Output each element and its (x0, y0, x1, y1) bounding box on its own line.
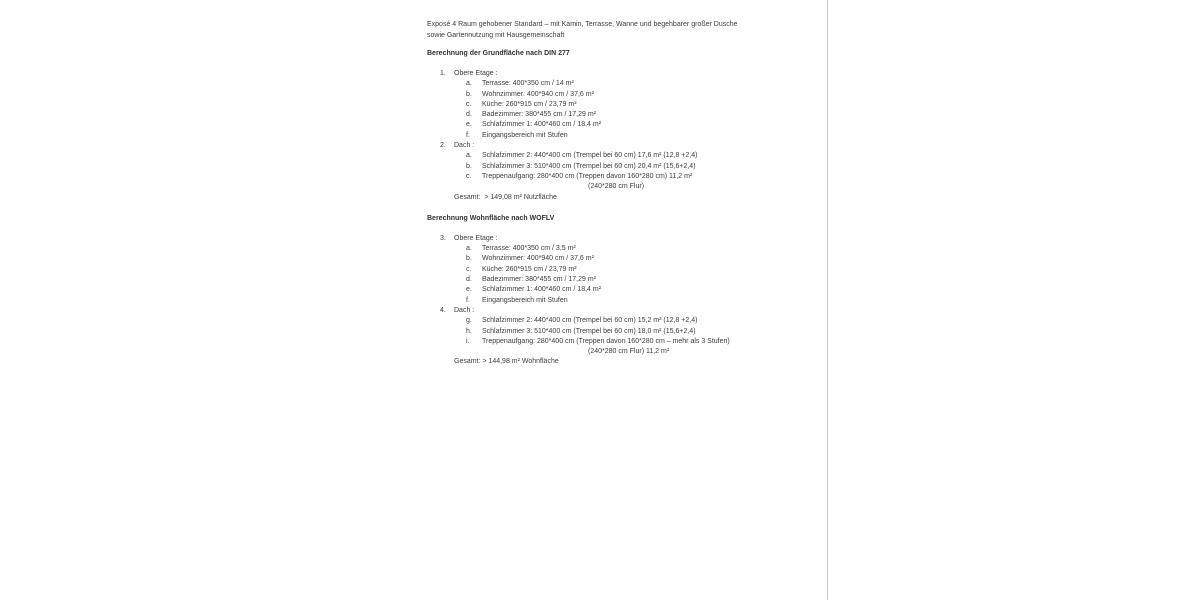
list-item (427, 90, 807, 100)
document-page (427, 19, 807, 368)
list-group-header (427, 69, 807, 79)
list-item (427, 79, 807, 89)
list-group-title: Obere Etage : (454, 70, 498, 77)
list-item-text: Schlafzimmer 2: 440*400 cm (Trempel bei 60 cm) 15,2 m² (12,8 +2,4) (482, 317, 698, 325)
list-number: 3. (440, 234, 446, 242)
list-group-title: Dach : (454, 142, 475, 150)
list-item (427, 265, 807, 275)
list-item-letter: a. (466, 245, 472, 253)
continuation-line: (240*280 cm Flur) 11,2 m² (588, 348, 670, 356)
woflv-list (427, 234, 807, 368)
list-item-text: Terrasse: 400*350 cm / 14 m² (482, 80, 574, 88)
list-item (427, 327, 807, 337)
list-item (427, 162, 807, 172)
list-item-letter: b. (466, 162, 472, 170)
list-item-text: Wohnzimmer: 400*940 cm / 37,6 m² (482, 90, 594, 98)
din277-list (427, 69, 807, 203)
list-item (427, 337, 807, 347)
list-item (427, 244, 807, 254)
list-item-letter: a. (466, 80, 472, 88)
total-line-nutzflaeche: Gesamt: > 149,08 m² Nutzfläche (454, 193, 557, 201)
list-item-text: Terrasse: 400*350 cm / 3,5 m² (482, 245, 576, 253)
list-item-letter: e. (466, 286, 472, 294)
list-item-text: Küche: 260*915 cm / 23,79 m² (482, 100, 577, 108)
list-item-letter: c. (466, 100, 472, 108)
list-item (427, 151, 807, 161)
list-item-letter: c. (466, 172, 472, 180)
list-item-letter: h. (466, 327, 472, 335)
list-item (427, 120, 807, 130)
list-item (427, 254, 807, 264)
list-group-header (427, 141, 807, 151)
list-item-letter: d. (466, 111, 472, 119)
list-item-letter: i. (466, 337, 470, 345)
list-item-letter: d. (466, 276, 472, 284)
section-heading-woflv: Berechnung Wohnfläche nach WOFLV (427, 214, 555, 222)
list-number: 4. (440, 306, 446, 314)
list-item-text: Treppenaufgang: 280*400 cm (Treppen davon 160*280 cm) 11,2 m² (482, 172, 693, 180)
list-group-header (427, 306, 807, 316)
list-item-text: Wohnzimmer: 400*940 cm / 37,6 m² (482, 255, 594, 263)
list-item-letter: b. (466, 255, 472, 263)
list-item (427, 100, 807, 110)
intro-line: sowie Gartennutzung mit Hausgemeinschaft (427, 32, 565, 39)
list-item-text: Treppenaufgang: 280*400 cm (Treppen davon 160*280 cm – mehr als 3 Stufen) (482, 337, 730, 345)
list-number: 1. (440, 70, 446, 77)
list-item-text: Schlafzimmer 1: 400*460 cm / 18,4 m² (482, 121, 602, 129)
list-group-title: Obere Etage : (454, 234, 498, 242)
list-item-text: Eingangsbereich mit Stufen (482, 131, 568, 139)
list-item-text: Eingangsbereich mit Stufen (482, 296, 568, 304)
list-item-letter: e. (466, 121, 472, 129)
list-item-text: Schlafzimmer 3: 510*400 cm (Trempel bei 60 cm) 18,0 m² (15,6+2,4) (482, 327, 696, 335)
list-item-letter: f. (466, 131, 470, 139)
list-group-title: Dach : (454, 306, 475, 314)
list-group-header (427, 234, 807, 244)
list-item (427, 285, 807, 295)
list-item-text: Badezimmer: 380*455 cm / 17,29 m² (482, 111, 596, 119)
list-item-text: Schlafzimmer 1: 400*460 cm / 18,4 m² (482, 286, 602, 294)
list-item (427, 296, 807, 306)
continuation-line: (240*280 cm Flur) (588, 183, 645, 191)
total-line-wohnflaeche: Gesamt: > 144,98 m² Wohnfläche (454, 358, 559, 366)
intro-line: Exposé 4 Raum gehobener Standard – mit Kamin, Terrasse, Wanne und begehbarer großer Dusche (427, 21, 738, 28)
pane-divider (827, 0, 828, 600)
list-item-letter: g. (466, 317, 472, 325)
list-item (427, 275, 807, 285)
list-item (427, 131, 807, 141)
list-number: 2. (440, 142, 446, 150)
list-item-text: Schlafzimmer 3: 510*400 cm (Trempel bei 60 cm) 20,4 m² (15,6+2,4) (482, 162, 696, 170)
list-item-letter: a. (466, 152, 472, 160)
list-item-text: Badezimmer: 380*455 cm / 17,29 m² (482, 276, 596, 284)
list-item-letter: c. (466, 265, 472, 273)
list-item (427, 172, 807, 182)
list-item-text: Küche: 260*915 cm / 23,79 m² (482, 265, 577, 273)
list-item-text: Schlafzimmer 2: 440*400 cm (Trempel bei 60 cm) 17,6 m² (12,8 +2,4) (482, 152, 698, 160)
intro-paragraph (427, 19, 807, 41)
list-item (427, 316, 807, 326)
list-item (427, 110, 807, 120)
list-item-letter: f. (466, 296, 470, 304)
section-heading-din277: Berechnung der Grundfläche nach DIN 277 (427, 50, 570, 57)
list-item-letter: b. (466, 90, 472, 98)
